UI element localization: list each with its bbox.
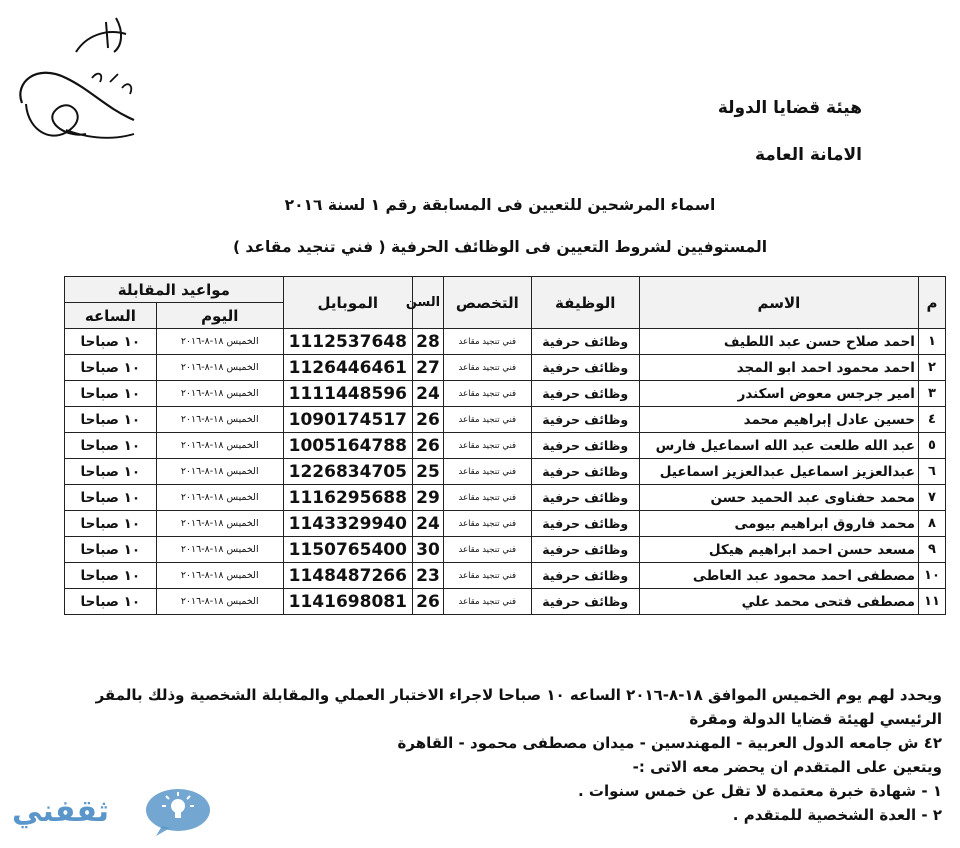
row-number: ١ bbox=[918, 329, 945, 355]
table-row bbox=[65, 485, 946, 511]
table-row bbox=[65, 563, 946, 589]
interview-day: الخميس ١٨-٨-٢٠١٦ bbox=[156, 381, 283, 407]
watermark-text: ثقفني bbox=[12, 794, 110, 829]
watermark-logo bbox=[12, 784, 222, 844]
interview-day: الخميس ١٨-٨-٢٠١٦ bbox=[156, 563, 283, 589]
table-row bbox=[65, 355, 946, 381]
candidate-name: عبدالعزيز اسماعيل عبدالعزيز اسماعيل bbox=[639, 459, 918, 485]
mobile-number: 1226834705 bbox=[283, 459, 412, 485]
interview-day: الخميس ١٨-٨-٢٠١٦ bbox=[156, 407, 283, 433]
job-type: وظائف حرفية bbox=[531, 511, 639, 537]
job-type: وظائف حرفية bbox=[531, 537, 639, 563]
candidate-age: 23 bbox=[412, 563, 443, 589]
mobile-number: 1143329940 bbox=[283, 511, 412, 537]
mobile-number: 1111448596 bbox=[283, 381, 412, 407]
specialization: فني تنجيد مقاعد bbox=[444, 511, 531, 537]
interview-day: الخميس ١٨-٨-٢٠١٦ bbox=[156, 459, 283, 485]
candidate-name: احمد صلاح حسن عبد اللطيف bbox=[639, 329, 918, 355]
job-type: وظائف حرفية bbox=[531, 589, 639, 615]
row-number: ٦ bbox=[918, 459, 945, 485]
organization-name: هيئة قضايا الدولة bbox=[717, 98, 862, 118]
candidates-table bbox=[64, 276, 946, 615]
interview-time: ١٠ صباحا bbox=[65, 433, 157, 459]
note-line-6: ٢ - العدة الشخصية للمتقدم . bbox=[732, 806, 942, 824]
mobile-number: 1148487266 bbox=[283, 563, 412, 589]
table-row bbox=[65, 459, 946, 485]
job-type: وظائف حرفية bbox=[531, 407, 639, 433]
candidate-name: احمد محمود احمد ابو المجد bbox=[639, 355, 918, 381]
mobile-number: 1141698081 bbox=[283, 589, 412, 615]
interview-day: الخميس ١٨-٨-٢٠١٦ bbox=[156, 537, 283, 563]
note-line-5: ١ - شهادة خبرة معتمدة لا تقل عن خمس سنوات . bbox=[577, 782, 942, 800]
interview-time: ١٠ صباحا bbox=[65, 329, 157, 355]
header-job: الوظيفة bbox=[531, 277, 639, 329]
interview-time: ١٠ صباحا bbox=[65, 511, 157, 537]
job-type: وظائف حرفية bbox=[531, 355, 639, 381]
table-row bbox=[65, 407, 946, 433]
department-name: الامانة العامة bbox=[754, 145, 862, 165]
interview-time: ١٠ صباحا bbox=[65, 537, 157, 563]
note-line-2: الرئيسي لهيئة قضايا الدولة ومقرة bbox=[689, 710, 942, 728]
lightbulb-icon bbox=[142, 786, 214, 838]
specialization: فني تنجيد مقاعد bbox=[444, 485, 531, 511]
interview-day: الخميس ١٨-٨-٢٠١٦ bbox=[156, 485, 283, 511]
job-type: وظائف حرفية bbox=[531, 485, 639, 511]
table-row bbox=[65, 511, 946, 537]
interview-day: الخميس ١٨-٨-٢٠١٦ bbox=[156, 355, 283, 381]
header-mobile: الموبايل bbox=[283, 277, 412, 329]
interview-day: الخميس ١٨-٨-٢٠١٦ bbox=[156, 433, 283, 459]
candidate-age: 26 bbox=[412, 589, 443, 615]
candidate-age: 24 bbox=[412, 381, 443, 407]
header-age: السن bbox=[412, 277, 443, 329]
candidate-name: محمد حفناوى عبد الحميد حسن bbox=[639, 485, 918, 511]
candidate-name: مسعد حسن احمد ابراهيم هيكل bbox=[639, 537, 918, 563]
mobile-number: 1112537648 bbox=[283, 329, 412, 355]
interview-time: ١٠ صباحا bbox=[65, 407, 157, 433]
handwritten-signature bbox=[6, 8, 156, 158]
header-num: م bbox=[918, 277, 945, 329]
candidate-age: 29 bbox=[412, 485, 443, 511]
specialization: فني تنجيد مقاعد bbox=[444, 589, 531, 615]
header-spec: التخصص bbox=[444, 277, 531, 329]
job-type: وظائف حرفية bbox=[531, 381, 639, 407]
header-interview: مواعيد المقابلة bbox=[65, 277, 284, 303]
note-line-4: ويتعين على المتقدم ان يحضر معه الاتى :- bbox=[632, 758, 942, 776]
interview-time: ١٠ صباحا bbox=[65, 563, 157, 589]
specialization: فني تنجيد مقاعد bbox=[444, 329, 531, 355]
table-row bbox=[65, 537, 946, 563]
interview-day: الخميس ١٨-٨-٢٠١٦ bbox=[156, 511, 283, 537]
job-type: وظائف حرفية bbox=[531, 459, 639, 485]
table-row bbox=[65, 433, 946, 459]
header-day: اليوم bbox=[156, 303, 283, 329]
header-time: الساعه bbox=[65, 303, 157, 329]
note-line-3: ٤٢ ش جامعه الدول العربية - المهندسين - ميدان مصطفى محمود - القاهرة bbox=[397, 734, 942, 752]
interview-time: ١٠ صباحا bbox=[65, 485, 157, 511]
row-number: ٢ bbox=[918, 355, 945, 381]
interview-time: ١٠ صباحا bbox=[65, 355, 157, 381]
table-body bbox=[65, 329, 946, 615]
job-type: وظائف حرفية bbox=[531, 329, 639, 355]
row-number: ٧ bbox=[918, 485, 945, 511]
table-row bbox=[65, 381, 946, 407]
specialization: فني تنجيد مقاعد bbox=[444, 433, 531, 459]
candidate-name: محمد فاروق ابراهيم بيومى bbox=[639, 511, 918, 537]
row-number: ٤ bbox=[918, 407, 945, 433]
candidate-name: حسين عادل إبراهيم محمد bbox=[639, 407, 918, 433]
candidate-age: 26 bbox=[412, 433, 443, 459]
candidate-age: 30 bbox=[412, 537, 443, 563]
job-type: وظائف حرفية bbox=[531, 433, 639, 459]
candidate-name: مصطفى فتحى محمد علي bbox=[639, 589, 918, 615]
document-subtitle: المستوفيين لشروط التعيين فى الوظائف الحرفية ( فني تنجيد مقاعد ) bbox=[232, 238, 768, 256]
row-number: ٨ bbox=[918, 511, 945, 537]
note-line-1: ويحدد لهم يوم الخميس الموافق ١٨-٨-٢٠١٦ الساعه ١٠ صباحا لاجراء الاختبار العملي والمقابلة الشخصية وذلك بالمقر bbox=[95, 686, 942, 704]
row-number: ١٠ bbox=[918, 563, 945, 589]
candidate-name: امير جرجس معوض اسكندر bbox=[639, 381, 918, 407]
mobile-number: 1126446461 bbox=[283, 355, 412, 381]
candidate-age: 24 bbox=[412, 511, 443, 537]
specialization: فني تنجيد مقاعد bbox=[444, 381, 531, 407]
header-name: الاسم bbox=[639, 277, 918, 329]
mobile-number: 1090174517 bbox=[283, 407, 412, 433]
interview-day: الخميس ١٨-٨-٢٠١٦ bbox=[156, 329, 283, 355]
candidate-age: 28 bbox=[412, 329, 443, 355]
interview-time: ١٠ صباحا bbox=[65, 589, 157, 615]
interview-time: ١٠ صباحا bbox=[65, 381, 157, 407]
specialization: فني تنجيد مقاعد bbox=[444, 355, 531, 381]
candidate-name: مصطفى احمد محمود عبد العاطى bbox=[639, 563, 918, 589]
mobile-number: 1150765400 bbox=[283, 537, 412, 563]
mobile-number: 1116295688 bbox=[283, 485, 412, 511]
interview-day: الخميس ١٨-٨-٢٠١٦ bbox=[156, 589, 283, 615]
table-row bbox=[65, 329, 946, 355]
row-number: ٩ bbox=[918, 537, 945, 563]
table-row bbox=[65, 589, 946, 615]
interview-time: ١٠ صباحا bbox=[65, 459, 157, 485]
specialization: فني تنجيد مقاعد bbox=[444, 563, 531, 589]
specialization: فني تنجيد مقاعد bbox=[444, 537, 531, 563]
specialization: فني تنجيد مقاعد bbox=[444, 407, 531, 433]
row-number: ١١ bbox=[918, 589, 945, 615]
specialization: فني تنجيد مقاعد bbox=[444, 459, 531, 485]
candidate-name: عبد الله طلعت عبد الله اسماعيل فارس bbox=[639, 433, 918, 459]
mobile-number: 1005164788 bbox=[283, 433, 412, 459]
candidate-age: 27 bbox=[412, 355, 443, 381]
row-number: ٥ bbox=[918, 433, 945, 459]
row-number: ٣ bbox=[918, 381, 945, 407]
candidate-age: 26 bbox=[412, 407, 443, 433]
candidate-age: 25 bbox=[412, 459, 443, 485]
job-type: وظائف حرفية bbox=[531, 563, 639, 589]
document-title: اسماء المرشحين للتعيين فى المسابقة رقم ١ لسنة ٢٠١٦ bbox=[284, 196, 716, 214]
